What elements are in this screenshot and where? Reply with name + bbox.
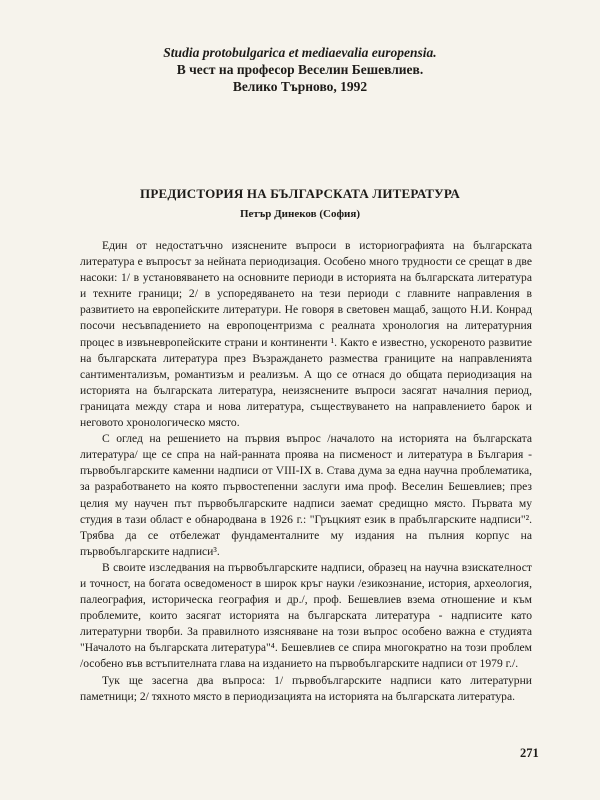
publication-header <box>0 44 600 95</box>
article-body <box>80 238 532 705</box>
page-number: 271 <box>520 746 539 760</box>
paragraph: С оглед на решението на първия въпрос /началото на историята на българската литература/ ще се спра на най-ранната проява на писменост и литература в България - първобългарските каменни надписи от VIII-IX в. Става дума за една научна проблематика, за разработването на която първостепенни заслуги има проф. Веселин Бешевлиев; през целия му научен път първобългарските надписи заемат средищно място. Първата му студия в тази област е обнародвана в 1926 г.: "Гръцкият език в прабългарските надписи"². Трябва да се отбележат фундаменталните му издания на пълния корпус на първобългарските надписи³. <box>80 432 532 558</box>
publication-place-year: Велико Търново, 1992 <box>232 79 368 94</box>
dedication-line: В чест на професор Веселин Бешевлиев. <box>176 62 424 77</box>
paragraph: В своите изследвания на първобългарските надписи, образец на научна взискателност и точност, на богата осведоменост в широк кръг науки /езикознание, история, археология, палеография, историческа география и др./, проф. Бешевлиев взема отношение и към проблемите, които засягат историята на българската литература - надписите като литературни творби. За правилното изясняване на този въпрос особено важна е студията "Началото на българската литература"⁴. Бешевлиев се спира многократно на този проблем /особено във встъпителната глава на изданието на първобългарските надписи от 1979 г./. <box>80 560 532 671</box>
paragraph: Тук ще засегна два въпроса: 1/ първобългарските надписи като литературни паметници; 2/ тяхното място в периодизацията на историята на българската литература. <box>80 673 532 703</box>
article-author: Петър Динеков (София) <box>239 208 361 220</box>
series-title: Studia protobulgarica et mediaevalia europensia. <box>163 45 437 60</box>
article-title: ПРЕДИСТОРИЯ НА БЪЛГАРСКАТА ЛИТЕРАТУРА <box>140 186 460 201</box>
paragraph: Един от недостатъчно изяснените въпроси в историографията на българската литература е въпросът за нейната периодизация. Особено много трудности се срещат в две насоки: 1/ в установяването на основните периоди в историята на българската литература и техните граници; 2/ в успоредяването на тези периоди с главните направления в развитието на европейските литератури. Не говоря в световен мащаб, защото Н.И. Конрад посочи несъвпадението на европоцентризма с реалната хронология на литературния процес в извъневропейските страни и континенти ¹. Както е известно, ускореното развитие на българската литература през Възраждането размества границите на направленията сантиментализъм, романтизъм и реализъм. А що се отнася до общата периодизация на историята на българската литература, неизяснените въпроси засягат началния период, границата между стара и нова литература, съществуването на направлението барок и неговото хронологическо място. <box>80 239 532 430</box>
